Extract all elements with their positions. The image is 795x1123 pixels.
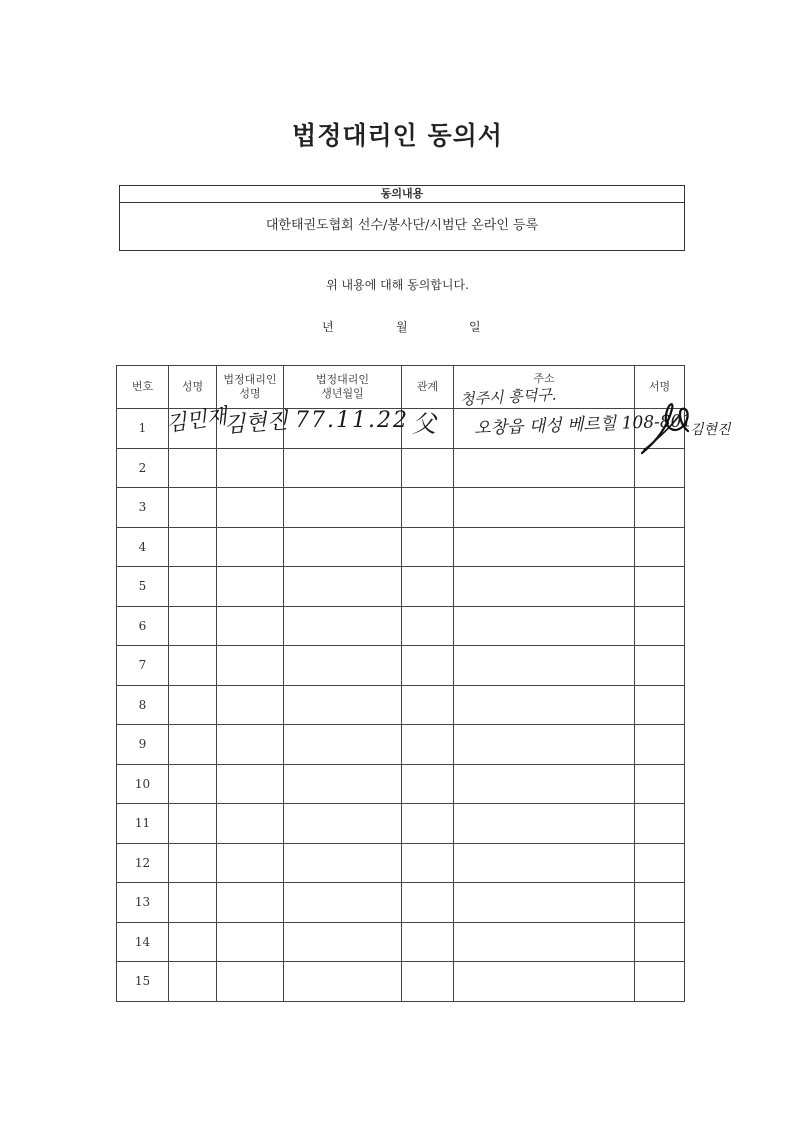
cell-signature[interactable]	[635, 685, 685, 725]
signature-mark	[638, 395, 748, 457]
cell-guardian-name[interactable]	[217, 962, 284, 1002]
cell-relation[interactable]	[402, 448, 454, 488]
consent-box	[119, 185, 685, 251]
entry-address-line1: 청주시 흥덕구.	[459, 385, 557, 409]
header-guardian-name-line1: 법정대리인	[223, 373, 277, 386]
cell-name[interactable]	[169, 567, 217, 607]
cell-guardian-name[interactable]	[217, 843, 284, 883]
cell-no: 12	[117, 843, 169, 883]
cell-guardian-name[interactable]	[217, 685, 284, 725]
table-row	[117, 725, 685, 765]
header-relation: 관계	[402, 366, 454, 409]
cell-address[interactable]	[454, 527, 635, 567]
cell-name[interactable]	[169, 883, 217, 923]
cell-name[interactable]	[169, 448, 217, 488]
cell-no: 5	[117, 567, 169, 607]
cell-signature[interactable]	[635, 804, 685, 844]
cell-no: 10	[117, 764, 169, 804]
cell-guardian-birth[interactable]	[284, 725, 402, 765]
cell-signature[interactable]	[635, 764, 685, 804]
date-month-label[interactable]: 월	[396, 320, 408, 334]
cell-name[interactable]	[169, 764, 217, 804]
table-row	[117, 883, 685, 923]
cell-address[interactable]	[454, 567, 635, 607]
cell-signature[interactable]	[635, 725, 685, 765]
cell-name[interactable]	[169, 843, 217, 883]
cell-no: 7	[117, 646, 169, 686]
cell-guardian-birth[interactable]	[284, 448, 402, 488]
table-row	[117, 606, 685, 646]
table-row	[117, 843, 685, 883]
cell-name[interactable]	[169, 606, 217, 646]
cell-guardian-birth[interactable]	[284, 804, 402, 844]
table-row	[117, 804, 685, 844]
table-row	[117, 646, 685, 686]
cell-no: 8	[117, 685, 169, 725]
consent-header: 동의내용	[120, 186, 684, 203]
table-row	[117, 922, 685, 962]
cell-name[interactable]	[169, 646, 217, 686]
consent-body: 대한태권도협회 선수/봉사단/시범단 온라인 등록	[265, 218, 539, 233]
cell-address[interactable]	[454, 646, 635, 686]
date-day-label[interactable]: 일	[469, 320, 481, 334]
page-title: 법정대리인 동의서	[292, 121, 503, 150]
cell-signature[interactable]	[635, 606, 685, 646]
cell-relation[interactable]	[402, 646, 454, 686]
table-row	[117, 567, 685, 607]
date-year-label[interactable]: 년	[322, 320, 334, 334]
entry-name: 김민재	[164, 403, 229, 437]
cell-relation[interactable]	[402, 606, 454, 646]
cell-guardian-name[interactable]	[217, 527, 284, 567]
cell-name[interactable]	[169, 804, 217, 844]
cell-guardian-birth[interactable]	[284, 764, 402, 804]
cell-signature[interactable]	[635, 646, 685, 686]
cell-guardian-birth[interactable]	[284, 606, 402, 646]
cell-name[interactable]	[169, 922, 217, 962]
cell-guardian-birth[interactable]	[284, 883, 402, 923]
cell-relation[interactable]	[402, 883, 454, 923]
cell-guardian-name[interactable]	[217, 448, 284, 488]
cell-name[interactable]	[169, 527, 217, 567]
cell-no: 1	[117, 409, 169, 449]
cell-guardian-name[interactable]	[217, 646, 284, 686]
cell-address[interactable]	[454, 804, 635, 844]
cell-relation[interactable]	[402, 725, 454, 765]
entry-address-line2: 오창읍 대성 베르힐 108-801	[473, 411, 693, 439]
cell-relation[interactable]	[402, 527, 454, 567]
table-row	[117, 527, 685, 567]
table-row	[117, 685, 685, 725]
header-signature: 서명	[635, 366, 685, 409]
cell-guardian-birth[interactable]	[284, 488, 402, 528]
cell-guardian-birth[interactable]	[284, 922, 402, 962]
header-no: 번호	[117, 366, 169, 409]
cell-address[interactable]	[454, 685, 635, 725]
cell-signature[interactable]	[635, 527, 685, 567]
cell-relation[interactable]	[402, 962, 454, 1002]
cell-guardian-name[interactable]	[217, 764, 284, 804]
cell-relation[interactable]	[402, 685, 454, 725]
cell-signature[interactable]	[635, 488, 685, 528]
header-guardian-birth-line2: 생년월일	[321, 387, 364, 400]
cell-relation[interactable]	[402, 804, 454, 844]
cell-name[interactable]	[169, 725, 217, 765]
header-guardian-birth-line1: 법정대리인	[315, 373, 370, 386]
cell-guardian-name[interactable]	[217, 488, 284, 528]
cell-guardian-name[interactable]	[217, 804, 284, 844]
header-name: 성명	[169, 366, 217, 409]
agreement-statement: 위 내용에 대해 동의합니다.	[326, 278, 469, 292]
cell-signature[interactable]	[635, 567, 685, 607]
cell-relation[interactable]	[402, 567, 454, 607]
cell-address[interactable]	[454, 606, 635, 646]
cell-no: 2	[117, 448, 169, 488]
cell-relation[interactable]	[402, 843, 454, 883]
cell-guardian-name[interactable]	[217, 606, 284, 646]
cell-guardian-name[interactable]	[217, 922, 284, 962]
cell-signature[interactable]	[635, 843, 685, 883]
cell-name[interactable]	[169, 962, 217, 1002]
table-row	[117, 962, 685, 1002]
cell-no: 11	[117, 804, 169, 844]
cell-no: 9	[117, 725, 169, 765]
cell-guardian-birth[interactable]	[284, 685, 402, 725]
cell-guardian-name[interactable]	[217, 883, 284, 923]
cell-guardian-name[interactable]	[217, 725, 284, 765]
cell-address[interactable]	[454, 883, 635, 923]
cell-no: 15	[117, 962, 169, 1002]
cell-no: 13	[117, 883, 169, 923]
table-row	[117, 448, 685, 488]
cell-name[interactable]	[169, 685, 217, 725]
cell-relation[interactable]	[402, 488, 454, 528]
cell-no: 6	[117, 606, 169, 646]
signature-text: 김현진	[690, 422, 731, 438]
entry-relation: 父	[412, 410, 436, 438]
cell-address[interactable]	[454, 725, 635, 765]
cell-guardian-birth[interactable]	[284, 962, 402, 1002]
entry-guardian-name: 김현진	[223, 408, 289, 439]
header-address: 주소	[454, 366, 635, 409]
cell-no: 4	[117, 527, 169, 567]
cell-relation[interactable]	[402, 922, 454, 962]
cell-guardian-birth[interactable]	[284, 567, 402, 607]
entry-guardian-birth: 77.11.22	[295, 408, 409, 433]
cell-signature[interactable]	[635, 962, 685, 1002]
cell-guardian-birth[interactable]	[284, 646, 402, 686]
guardian-table	[116, 365, 685, 1002]
cell-guardian-name[interactable]	[217, 567, 284, 607]
cell-name[interactable]	[169, 488, 217, 528]
header-guardian-name-line2: 성명	[239, 387, 261, 400]
cell-no: 3	[117, 488, 169, 528]
cell-address[interactable]	[454, 488, 635, 528]
header-guardian-name	[217, 366, 284, 409]
cell-no: 14	[117, 922, 169, 962]
cell-guardian-birth[interactable]	[284, 843, 402, 883]
cell-address[interactable]	[454, 922, 635, 962]
table-row	[117, 488, 685, 528]
cell-relation[interactable]	[402, 764, 454, 804]
cell-address[interactable]	[454, 764, 635, 804]
cell-signature[interactable]	[635, 883, 685, 923]
cell-guardian-birth[interactable]	[284, 527, 402, 567]
table-row	[117, 764, 685, 804]
header-guardian-birth	[284, 366, 402, 409]
cell-address[interactable]	[454, 843, 635, 883]
cell-address[interactable]	[454, 448, 635, 488]
cell-signature[interactable]	[635, 922, 685, 962]
cell-address[interactable]	[454, 962, 635, 1002]
